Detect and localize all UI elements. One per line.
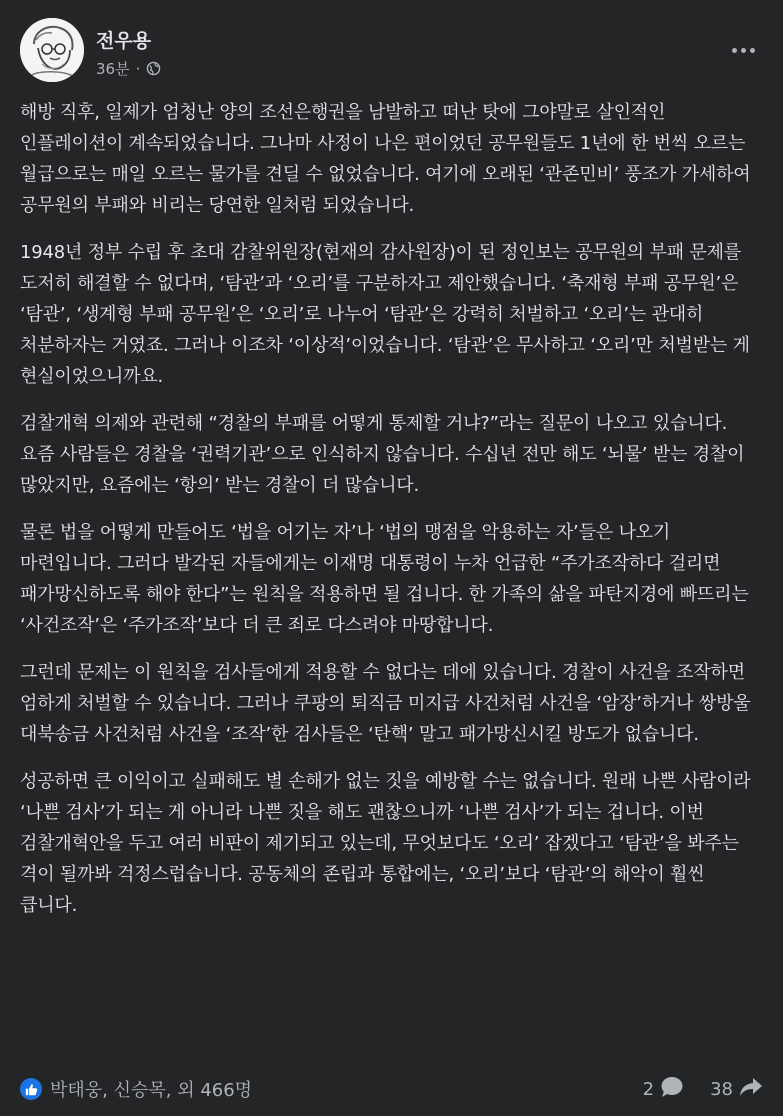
share-icon — [739, 1077, 763, 1102]
post-paragraph: 그런데 문제는 이 원칙을 검사들에게 적용할 수 없다는 데에 있습니다. 경찰이 사건을 조작하면 엄하게 처벌할 수 있습니다. 그러나 쿠팡의 퇴직금 미지급 사건처럼 사건을 ‘암장’하거나 쌍방울 대북송금 사건처럼 사건을 ‘조작’한 검사들은 ‘탄핵’ 말고 패가망신시킬 방도가 없습니다. — [20, 662, 751, 745]
globe-icon[interactable] — [146, 61, 161, 76]
post-header — [20, 18, 763, 84]
post-paragraph: 물론 법을 어떻게 만들어도 ‘법을 어기는 자’나 ‘법의 맹점을 악용하는 자’들은 나오기 마련입니다. 그러다 발각된 자들에게는 이재명 대통령이 누차 언급한 “주가조작하다 걸리면 패가망신하도록 해야 한다”는 원칙을 적용하면 될 겁니다. 한 가족의 삶을 파탄지경에 빠뜨리는 ‘사건조작’은 ‘주가조작’보다 더 큰 죄로 다스려야 마땅합니다. — [20, 522, 749, 636]
avatar-sketch-icon — [20, 18, 84, 82]
author-avatar[interactable] — [20, 18, 84, 82]
more-options-button[interactable] — [723, 38, 763, 62]
post-paragraph: 성공하면 큰 이익이고 실패해도 별 손해가 없는 짓을 예방할 수는 없습니다. 원래 나쁜 사람이라 ‘나쁜 검사’가 되는 게 아니라 나쁜 짓을 해도 괜찮으니까 ‘나쁜 검사’가 되는 겁니다. 이번 검찰개혁안을 두고 여러 비판이 제기되고 있는데, 무엇보다도 ‘오리’ 잡겠다고 ‘탐관’을 봐주는 격이 될까봐 걱정스럽습니다. 공동체의 존립과 통합에는, ‘오리’보다 ‘탐관’의 해악이 훨씬 큽니다. — [20, 771, 751, 916]
post-paragraph: 1948년 정부 수립 후 초대 감찰위원장(현재의 감사원장)이 된 정인보는 공무원의 부패 문제를 도저히 해결할 수 없다며, ‘탐관’과 ‘오리’를 구분하자고 제안했습니다. ‘축재형 부패 공무원’은 ‘탐관’, ‘생계형 부패 공무원’은 ‘오리’로 나누어 ‘탐관’은 강력히 처벌하고 ‘오리’는 관대히 처분하자는 거였죠. 그러나 이조차 ‘이상적’이었습니다. ‘탐관’은 무사하고 ‘오리’만 처벌받는 게 현실이었으니까요. — [20, 242, 750, 387]
comments-count-button[interactable] — [643, 1076, 684, 1103]
shares-count: 38 — [710, 1078, 733, 1100]
comments-count: 2 — [642, 1078, 655, 1100]
more-dot — [741, 48, 746, 53]
post-meta — [96, 58, 161, 79]
post-time[interactable]: 36분 — [96, 60, 130, 78]
comment-icon — [660, 1076, 684, 1103]
post-body — [20, 97, 766, 937]
post-paragraph: 검찰개혁 의제와 관련해 “경찰의 부패를 어떻게 통제할 거냐?”라는 질문이 나오고 있습니다. 요즘 사람들은 경찰을 ‘권력기관’으로 인식하지 않습니다. 수십년 전만 해도 ‘뇌물’ 받는 경찰이 많았지만, 요즘에는 ‘항의’ 받는 경찰이 더 많습니다. — [20, 413, 745, 496]
more-dot — [750, 48, 755, 53]
like-icon[interactable] — [20, 1078, 42, 1100]
reactions-summary[interactable]: 박태웅, 신승목, 외 466명 — [50, 1080, 253, 1101]
author-name[interactable]: 전우용 — [96, 30, 152, 52]
more-dot — [732, 48, 737, 53]
post-paragraph: 해방 직후, 일제가 엄청난 양의 조선은행권을 남발하고 떠난 탓에 그야말로 살인적인 인플레이션이 계속되었습니다. 그나마 사정이 나은 편이었던 공무원들도 1년에 한 번씩 오르는 월급으로는 매일 오르는 물가를 견딜 수 없었습니다. 여기에 오래된 ‘관존민비’ 풍조가 가세하여 공무원의 부패와 비리는 당연한 일처럼 되었습니다. — [20, 102, 751, 216]
post-footer — [20, 1075, 763, 1103]
meta-separator: · — [135, 59, 141, 78]
engagement-counts — [643, 1076, 763, 1103]
shares-count-button[interactable] — [710, 1077, 763, 1102]
